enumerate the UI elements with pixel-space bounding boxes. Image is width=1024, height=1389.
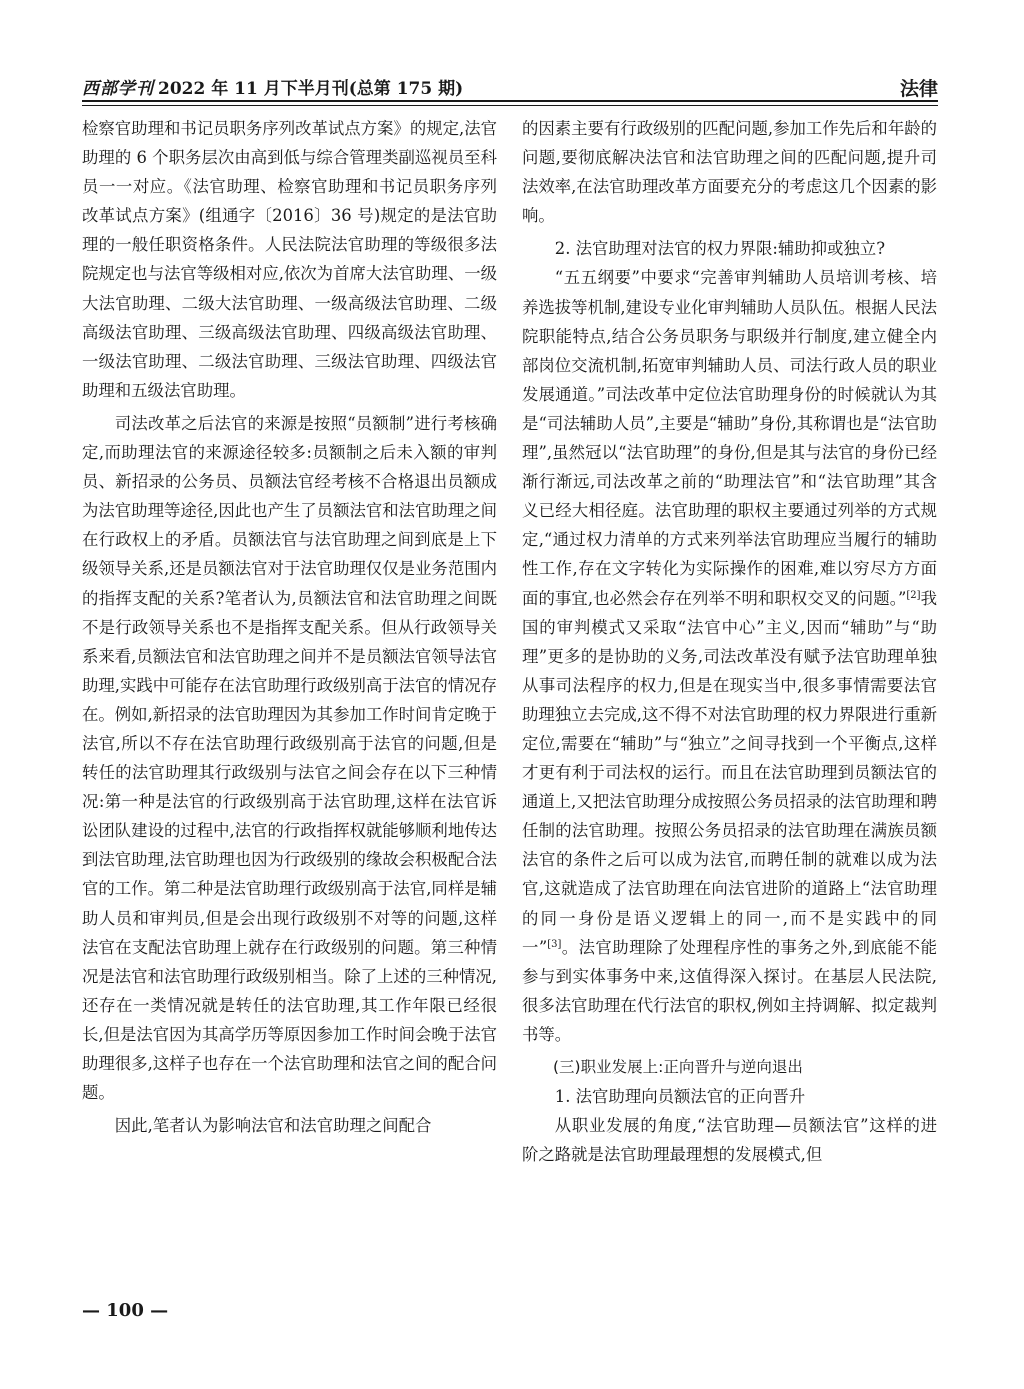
citation-ref: [3] bbox=[547, 938, 562, 950]
paragraph: 司法改革之后法官的来源是按照“员额制”进行考核确定,而助理法官的来源途径较多:员额制之后未入额的审判员、新招录的公务员、员额法官经考核不合格退出员额成为法官助理等途径,因此也产生了员额法官和法官助理之间在行政权上的矛盾。员额法官与法官助理之间到底是上下级领导关系,还是员额法官对于法官助理仅仅是业务范围内的指挥支配的关系?笔者认为,员额法官和法官助理之间既不是行政领导关系也不是指挥支配关系。但从行政领导关系来看,员额法官和法官助理之间并不是员额法官领导法官助理,实践中可能存在法官助理行政级别高于法官的情况存在。例如,新招录的法官助理因为其参加工作时间肯定晚于法官,所以不存在法官助理行政级别高于法官的问题,但是转任的法官助理其行政级别与法官之间会存在以下三种情况:第一种是法官的行政级别高于法官助理,这样在法官诉讼团队建设的过程中,法官的行政指挥权就能够顺利地传达到法官助理,法官助理也因为行政级别的缘故会积极配合法官的工作。第二种是法官助理行政级别高于法官,同样是辅助人员和审判员,但是会出现行政级别不对等的问题,这样法官在支配法官助理上就存在行政级别的问题。第三种情况是法官和法官助理行政级别相当。除了上述的三种情况,还存在一类情况就是转任的法官助理,其工作年限已经很长,但是法官因为其高学历等原因参加工作时间会晚于法官助理很多,这样子也存在一个法官助理和法官之间的配合问题。 bbox=[82, 413, 497, 1103]
right-column bbox=[522, 114, 937, 1169]
issue-info: 2022 年 11 月下半月刊(总第 175 期) bbox=[158, 79, 464, 99]
running-header bbox=[82, 68, 938, 102]
paragraph: 因此,笔者认为影响法官和法官助理之间配合 bbox=[114, 1116, 432, 1136]
citation-ref: [2] bbox=[906, 589, 921, 601]
header-rule bbox=[82, 100, 938, 102]
header-rule-thin bbox=[82, 105, 938, 106]
section-heading: (三)职业发展上:正向晋升与逆向退出 bbox=[553, 1058, 803, 1076]
paragraph: 的因素主要有行政级别的匹配问题,参加工作先后和年龄的问题,要彻底解决法官和法官助理之间的匹配问题,提升司法效率,在法官助理改革方面要充分的考虑这几个因素的影响。 bbox=[522, 119, 937, 226]
subsection-heading: 2. 法官助理对法官的权力界限:辅助抑或独立? bbox=[554, 239, 885, 259]
paragraph: 从职业发展的角度,“法官助理—员额法官”这样的进阶之路就是法官助理最理想的发展模式,但 bbox=[522, 1116, 937, 1165]
paragraph-text: 我国的审判模式又采取“法官中心”主义,因而“辅助”与“助理”更多的是协助的义务,司法改革没有赋予法官助理单独从事司法程序的权力,但是在现实当中,很多事情需要法官助理独立去完成,这不得不对法官助理的权力界限进行重新定位,需要在“辅助”与“独立”之间寻找到一个平衡点,这样才更有利于司法权的运行。而且在法官助理到员额法官的通道上,又把法官助理分成按照公务员招录的法官助理和聘任制的法官助理。按照公务员招录的法官助理在满族员额法官的条件之后可以成为法官,而聘任制的就难以成为法官,这就造成了法官助理在向法官进阶的道路上“法官助理的同一身份是语义逻辑上的同一,而不是实践中的同一” bbox=[522, 588, 938, 957]
journal-logo: 西部学刊 bbox=[82, 79, 154, 99]
paragraph-text: 。法官助理除了处理程序性的事务之外,到底能不能参与到实体事务中来,这值得深入探讨。在基层人民法院,很多法官助理在代行法官的职权,例如主持调解、拟定裁判书等。 bbox=[522, 937, 937, 1044]
section-name: 法律 bbox=[899, 78, 938, 100]
paragraph-text: “五五纲要”中要求“完善审判辅助人员培训考核、培养选拔等机制,建设专业化审判辅助人员队伍。根据人民法院职能特点,结合公务员职务与职级并行制度,建立健全内部岗位交流机制,拓宽审判辅助人员、司法行政人员的职业发展通道。”司法改革中定位法官助理身份的时候就认为其是“司法辅助人员”,主要是“辅助”身份,其称谓也是“法官助理”,虽然冠以“法官助理”的身份,但是其与法官的身份已经渐行渐远,司法改革之前的“助理法官”和“法官助理”其含义已经大相径庭。法官助理的职权主要通过列举的方式规定,“通过权力清单的方式来列举法官助理应当履行的辅助性工作,存在文字转化为实际操作的困难,难以穷尽方方面面的事宜,也必然会存在列举不明和职权交叉的问题。” bbox=[522, 268, 937, 608]
paragraph bbox=[522, 263, 937, 1049]
page-number: — 100 — bbox=[82, 1300, 169, 1321]
paragraph: 检察官助理和书记员职务序列改革试点方案》的规定,法官助理的 6 个职务层次由高到低与综合管理类副巡视员至科员一一对应。《法官助理、检察官助理和书记员职务序列改革试点方案》(组通字〔2016〕36 号)规定的是法官助理的一般任职资格条件。人民法院法官助理的等级很多法院规定也与法官等级相对应,依次为首席大法官助理、一级大法官助理、二级大法官助理、一级高级法官助理、二级高级法官助理、三级高级法官助理、四级高级法官助理、一级法官助理、二级法官助理、三级法官助理、四级法官助理和五级法官助理。 bbox=[82, 119, 497, 400]
subsection-heading: 1. 法官助理向员额法官的正向晋升 bbox=[554, 1087, 806, 1107]
left-column bbox=[82, 114, 497, 1140]
journal-issue-line bbox=[82, 74, 463, 99]
